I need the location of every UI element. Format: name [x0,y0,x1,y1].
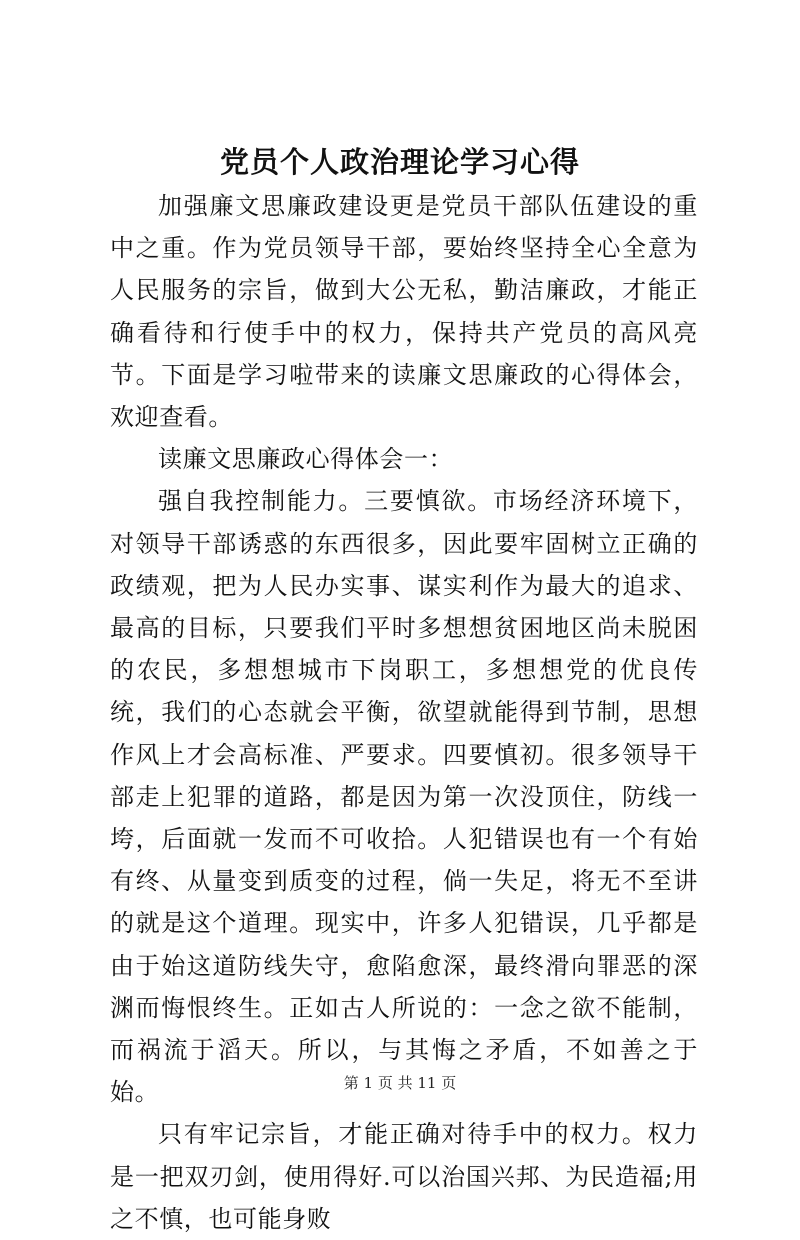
body-paragraph: 强自我控制能力。三要慎欲。市场经济环境下，对领导干部诱惑的东西很多，因此要牢固树立正确的政绩观，把为人民办实事、谋实利作为最大的追求、最高的目标，只要我们平时多想想贫困地区尚未脱困的农民，多想想城市下岗职工，多想想党的优良传统，我们的心态就会平衡，欲望就能得到节制，思想作风上才会高标准、严要求。四要慎初。很多领导干部走上犯罪的道路，都是因为第一次没顶住，防线一垮，后面就一发而不可收拾。人犯错误也有一个有始有终、从量变到质变的过程，倘一失足，将无不至讲的就是这个道理。现实中，许多人犯错误，几乎都是由于始这道防线失守，愈陷愈深，最终滑向罪恶的深渊而悔恨终生。正如古人所说的：一念之欲不能制，而祸流于滔天。所以，与其悔之矛盾，不如善之于始。 [110,487,698,1107]
page-footer: 第 1 页 共 11 页 [343,1074,457,1092]
intro-paragraph: 加强廉文思廉政建设更是党员干部队伍建设的重中之重。作为党员领导干部，要始终坚持全心全意为人民服务的宗旨，做到大公无私，勤洁廉政，才能正确看待和行使手中的权力，保持共产党员的高风亮节。下面是学习啦带来的读廉文思廉政的心得体会，欢迎查看。 [110,192,698,432]
body-paragraph: 只有牢记宗旨，才能正确对待手中的权力。权力是一把双刃剑，使用得好.可以治国兴邦、为民造福;用之不慎，也可能身败 [110,1120,698,1233]
document-title: 党员个人政治理论学习心得 [219,145,580,179]
section-heading: 读廉文思廉政心得体会一： [158,445,454,474]
